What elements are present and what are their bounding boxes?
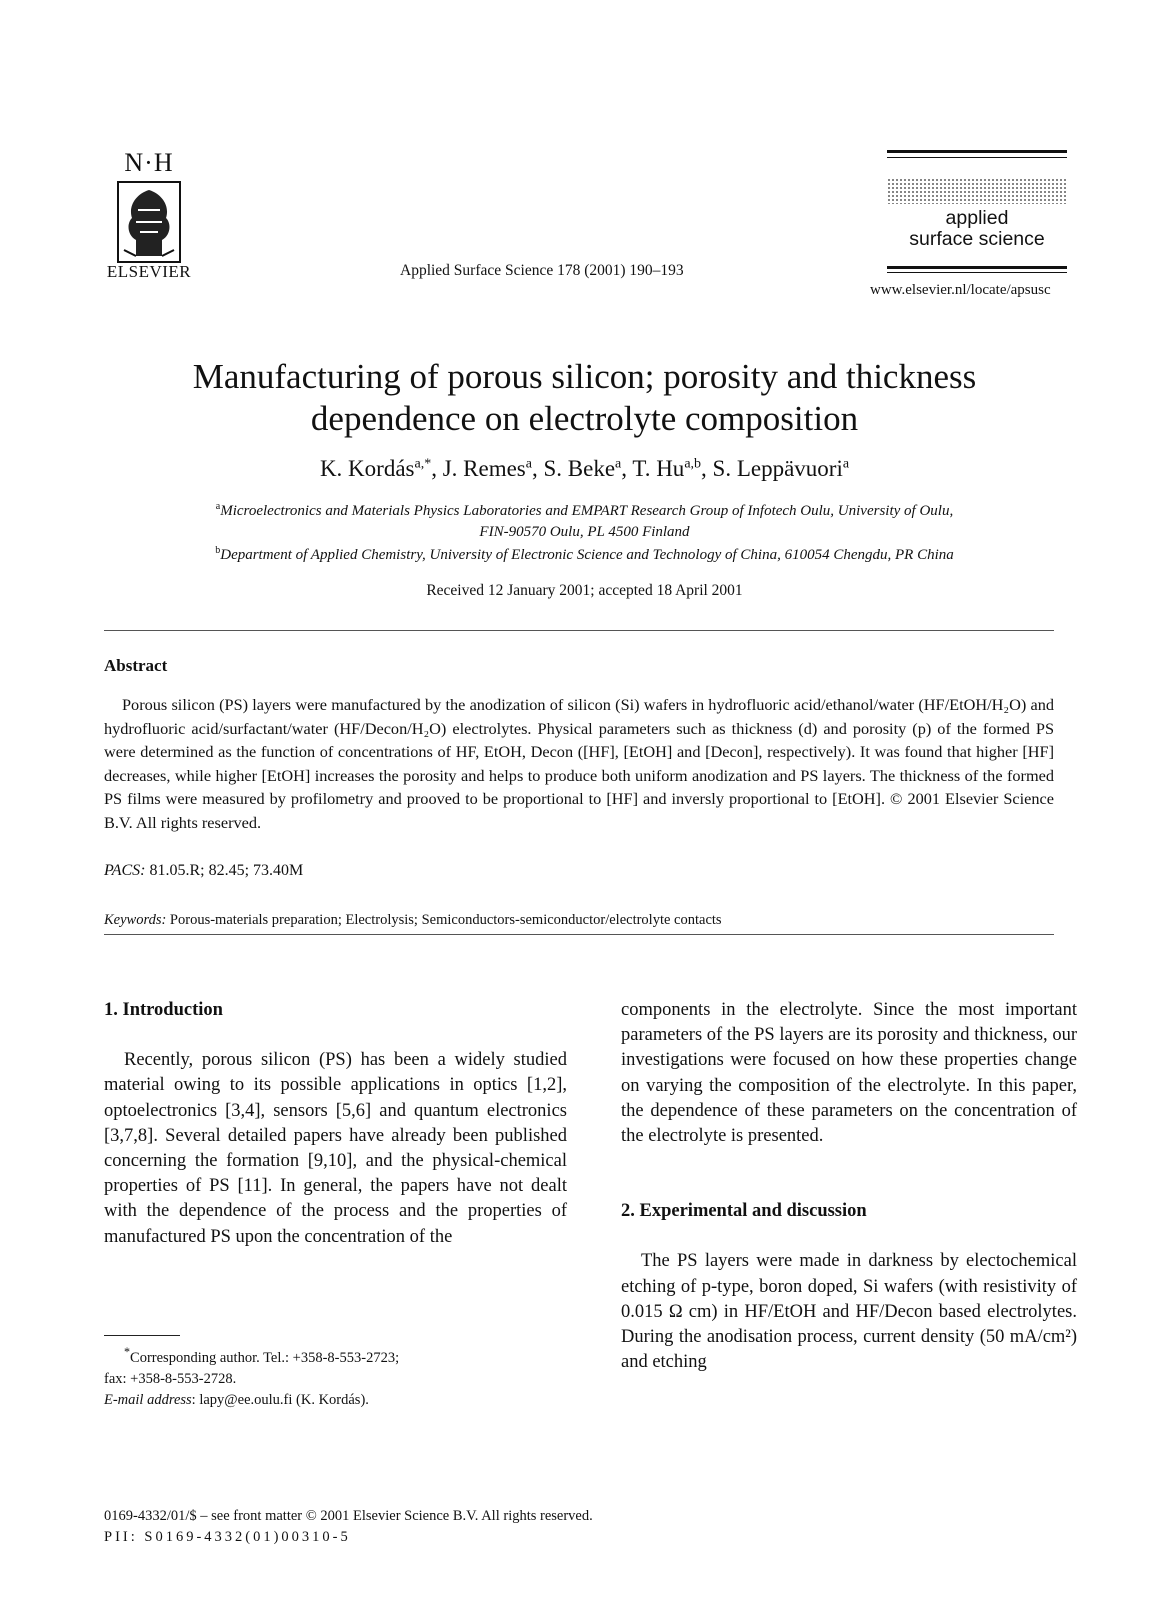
brand-rule-top-thin <box>887 157 1067 158</box>
publisher-logo <box>104 148 194 288</box>
affiliation-b <box>120 540 1049 566</box>
pacs-codes: 81.05.R; 82.45; 73.40M <box>149 862 304 879</box>
paragraph: components in the electrolyte. Since the most important parameters of the PS layers are its porosity and thickness, our investigations were focused on how these properties change on varying the composition of the electrolyte. In this paper, the dependence of these parameters on the concentration of the electrolyte is presented. <box>621 1000 1077 1147</box>
divider <box>104 630 1054 631</box>
abstract-text: Porous silicon (PS) layers were manufactured by the anodization of silicon (Si) wafers in hydrofluoric acid/ethanol/water (HF/EtOH/H₂O) and hydrofluoric acid/surfactant/water (HF/Decon/H₂O) electrolytes. Physical parameters such as thickness (d) and porosity (p) of the formed PS were determined as the function of concentrations of HF, EtOH, Decon ([HF], [EtOH] and [Decon], respectively). It was found that higher [HF] decreases, while higher [EtOH] increases the porosity and helps to produce both uniform anodization and PS layers. The thickness of the formed PS films were measured by profilometry and prooved to be proportional to [HF] and inversly proportional to [EtOH]. © 2001 Elsevier Science B.V. All rights reserved. <box>104 695 1054 832</box>
author-name: S. Leppävuori <box>712 456 843 481</box>
brand-line-1: applied <box>945 207 1009 229</box>
affiliation-sup: a <box>215 501 221 512</box>
section-heading-introduction: 1. Introduction <box>104 1000 223 1020</box>
title-line-1: Manufacturing of porous silicon; porosity and thickness <box>192 357 977 396</box>
author-name: K. Kordás <box>319 456 415 481</box>
journal-brand <box>887 150 1067 275</box>
author-name: T. Hu <box>632 456 685 481</box>
paragraph: Recently, porous silicon (PS) has been a widely studied material owing to its possible applications in optics [1,2], optoelectronics [3,4], sensors [5,6] and quantum electronics [3,7,8]. Several detailed papers have already been published concerning the formation [9,10], and the physical-chemical properties of PS [11]. In general, the papers have not dealt with the dependence of the process and the properties of manufactured PS upon the concentration of the <box>104 1050 567 1247</box>
brand-line-2: surface science <box>909 228 1045 250</box>
keywords-line <box>104 912 722 929</box>
affiliation-a <box>120 496 1049 543</box>
pii-line: PII: S0169-4332(01)00310-5 <box>104 1529 351 1545</box>
publisher-name: ELSEVIER <box>106 262 192 281</box>
author-name: S. Beke <box>543 456 616 481</box>
author-name: J. Remes <box>442 456 526 481</box>
copyright-line: 0169-4332/01/$ – see front matter © 2001 Elsevier Science B.V. All rights reserved. <box>104 1508 593 1524</box>
brand-rule-bottom-thin <box>887 272 1067 273</box>
footnote-mark: * <box>124 1345 131 1359</box>
journal-citation: Applied Surface Science 178 (2001) 190–193 <box>400 262 684 279</box>
author-sup: a,* <box>414 456 432 472</box>
affiliation-sup: b <box>215 545 221 556</box>
article-title <box>80 356 1089 440</box>
right-column <box>621 998 1077 1375</box>
keywords-label: Keywords: <box>104 912 167 928</box>
brand-rule-top <box>887 150 1067 153</box>
author-sup: a,b <box>684 456 702 472</box>
affiliation-line: Department of Applied Chemistry, University of Electronic Science and Technology of China, 610054 Chengdu, PR China <box>220 547 954 563</box>
title-line-2: dependence on electrolyte composition <box>310 399 859 438</box>
page-footer <box>104 1506 593 1548</box>
affiliation-line: FIN-90570 Oulu, PL 4500 Finland <box>479 524 690 540</box>
author-sup: a <box>525 456 532 472</box>
footnote-rule <box>104 1335 180 1336</box>
author-sup: a <box>615 456 622 472</box>
email-label: E-mail address <box>104 1391 192 1408</box>
footnote <box>104 1342 567 1411</box>
publisher-mark: N·H <box>124 148 174 177</box>
paragraph: The PS layers were made in darkness by electochemical etching of p-type, boron doped, Si wafers (with resistivity of 0.015 Ω cm) in HF/EtOH and HF/Decon based electrolytes. During the anodisation process, current density (50 mA/cm²) and etching <box>621 1251 1077 1373</box>
footnote-line: Corresponding author. Tel.: +358-8-553-2723; <box>130 1349 400 1366</box>
journal-url[interactable]: www.elsevier.nl/locate/apsusc <box>870 282 1051 298</box>
left-column <box>104 998 567 1250</box>
abstract-heading: Abstract <box>104 656 168 675</box>
affiliation-line: Microelectronics and Materials Physics Laboratories and EMPART Research Group of Infotech Oulu, University of Oulu, <box>220 503 954 519</box>
author-sup: a <box>842 456 850 472</box>
email-address[interactable]: : lapy@ee.oulu.fi (K. Kordás). <box>191 1391 369 1408</box>
footnote-line: fax: +358-8-553-2728. <box>104 1370 237 1387</box>
pacs-line <box>104 862 303 880</box>
section-heading-experimental: 2. Experimental and discussion <box>621 1201 867 1222</box>
elsevier-tree-emblem-icon <box>116 180 182 264</box>
brand-rule-bottom <box>887 266 1067 269</box>
pacs-label: PACS: <box>104 862 146 879</box>
author-list: K. Kordás$^{a,*}$, J. Remes$^a$, S. Beke$^a$, T. Hu$^{a,b}$, S. Leppävuori$^a$ <box>319 456 850 481</box>
brand-dot-pattern <box>887 178 1067 204</box>
keywords-text: Porous-materials preparation; Electrolysis; Semiconductors-semiconductor/electrolyte contacts <box>169 912 722 928</box>
received-dates: Received 12 January 2001; accepted 18 April 2001 <box>426 582 743 599</box>
divider <box>104 934 1054 935</box>
